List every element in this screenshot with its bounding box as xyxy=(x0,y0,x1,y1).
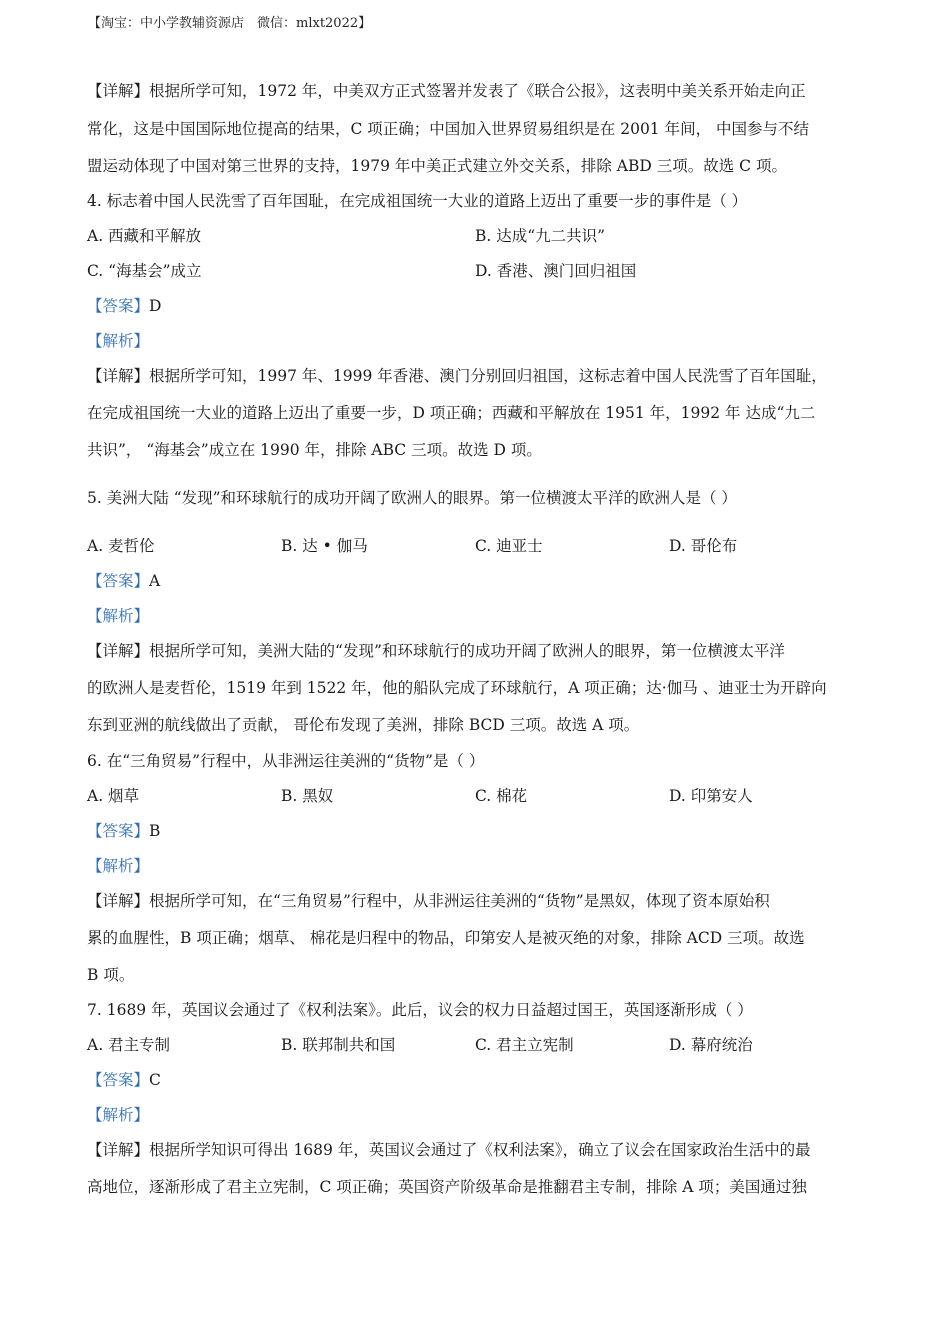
q3-detail-line-1: 【详解】根据所学可知，1972 年，中美双方正式签署并发表了《联合公报》，这表明中美关系开始走向正 xyxy=(87,82,806,100)
q4-detail-line-3: 共识”， “海基会”成立在 1990 年，排除 ABC 三项。故选 D 项。 xyxy=(87,441,542,459)
q6-option-c: C. 棉花 xyxy=(475,787,528,805)
q7-answer xyxy=(87,1069,161,1091)
q6-detail-line-2: 累的血腥性，B 项正确；烟草、 棉花是归程中的物品，印第安人是被灭绝的对象，排除 ACD 三项。故选 xyxy=(87,929,805,947)
q5-stem: 5. 美洲大陆 “发现”和环球航行的成功开阔了欧洲人的眼界。第一位横渡太平洋的欧洲人是（ ） xyxy=(87,489,737,507)
q6-stem: 6. 在“三角贸易”行程中，从非洲运往美洲的“货物”是（ ） xyxy=(87,752,485,770)
q5-analysis-label: 【解析】 xyxy=(87,607,150,625)
answer-label: 【答案】 xyxy=(87,822,150,840)
q6-option-d: D. 印第安人 xyxy=(669,787,753,805)
answer-label: 【答案】 xyxy=(87,297,150,315)
q7-option-d: D. 幕府统治 xyxy=(669,1036,753,1054)
q5-option-c: C. 迪亚士 xyxy=(475,537,543,555)
q7-option-c: C. 君主立宪制 xyxy=(475,1036,574,1054)
q4-option-a: A. 西藏和平解放 xyxy=(87,227,202,245)
q5-detail-line-3: 东到亚洲的航线做出了贡献， 哥伦布发现了美洲，排除 BCD 三项。故选 A 项。 xyxy=(87,716,640,734)
q6-option-b: B. 黑奴 xyxy=(281,787,334,805)
q5-option-d: D. 哥伦布 xyxy=(669,537,738,555)
q7-analysis-label: 【解析】 xyxy=(87,1106,150,1124)
q7-option-b: B. 联邦制共和国 xyxy=(281,1036,396,1054)
answer-label: 【答案】 xyxy=(87,1071,150,1089)
q5-answer xyxy=(87,570,160,592)
q7-detail-line-2: 高地位，逐渐形成了君主立宪制，C 项正确；英国资产阶级革命是推翻君主专制，排除 A 项；美国通过独 xyxy=(87,1178,807,1196)
answer-value: A xyxy=(149,572,161,590)
q4-option-b: B. 达成“九二共识” xyxy=(475,227,606,245)
answer-value: B xyxy=(149,822,161,840)
detail-label: 【详解】 xyxy=(87,82,150,100)
detail-label: 【详解】 xyxy=(87,367,150,385)
answer-label: 【答案】 xyxy=(87,572,150,590)
answer-value: D xyxy=(149,297,162,315)
detail-label: 【详解】 xyxy=(87,642,150,660)
q4-answer xyxy=(87,295,161,317)
answer-value: C xyxy=(149,1071,161,1089)
q5-detail-line-2: 的欧洲人是麦哲伦，1519 年到 1522 年，他的船队完成了环球航行，A 项正确；达·伽马 、迪亚士为开辟向 xyxy=(87,679,827,697)
page-header: 【淘宝：中小学教辅资源店 微信：mlxt2022】 xyxy=(88,16,372,31)
q5-option-b: B. 达 • 伽马 xyxy=(281,537,368,555)
detail-label: 【详解】 xyxy=(87,892,150,910)
q5-detail-line-1: 【详解】根据所学可知，美洲大陆的“发现”和环球航行的成功开阔了欧洲人的眼界，第一位横渡太平洋 xyxy=(87,642,785,660)
q7-stem: 7. 1689 年，英国议会通过了《权利法案》。此后，议会的权力日益超过国王，英国逐渐形成（ ） xyxy=(87,1001,753,1019)
q6-answer xyxy=(87,820,160,842)
q4-stem: 4. 标志着中国人民洗雪了百年国耻，在完成祖国统一大业的道路上迈出了重要一步的事件是（ ） xyxy=(87,192,748,210)
q4-option-d: D. 香港、澳门回归祖国 xyxy=(475,262,637,280)
q3-detail-line-3: 盟运动体现了中国对第三世界的支持，1979 年中美正式建立外交关系，排除 ABD 三项。故选 C 项。 xyxy=(87,157,787,175)
q4-option-c: C. “海基会”成立 xyxy=(87,262,202,280)
q6-detail-line-1: 【详解】根据所学可知，在“三角贸易”行程中，从非洲运往美洲的“货物”是黑奴，体现了资本原始积 xyxy=(87,892,770,910)
q5-option-a: A. 麦哲伦 xyxy=(87,537,155,555)
q6-analysis-label: 【解析】 xyxy=(87,857,150,875)
q3-detail-line-2: 常化，这是中国国际地位提高的结果，C 项正确；中国加入世界贸易组织是在 2001 年间， 中国参与不结 xyxy=(87,120,810,138)
q4-detail-line-1: 【详解】根据所学可知，1997 年、1999 年香港、澳门分别回归祖国，这标志着中国人民洗雪了百年国耻， xyxy=(87,367,827,385)
q7-option-a: A. 君主专制 xyxy=(87,1036,171,1054)
q6-option-a: A. 烟草 xyxy=(87,787,140,805)
detail-label: 【详解】 xyxy=(87,1141,150,1159)
q6-detail-line-3: B 项。 xyxy=(87,966,135,984)
q4-analysis-label: 【解析】 xyxy=(87,332,150,350)
q4-detail-line-2: 在完成祖国统一大业的道路上迈出了重要一步，D 项正确；西藏和平解放在 1951 年，1992 年 达成“九二 xyxy=(87,404,816,422)
q7-detail-line-1: 【详解】根据所学知识可得出 1689 年，英国议会通过了《权利法案》，确立了议会在国家政治生活中的最 xyxy=(87,1141,811,1159)
